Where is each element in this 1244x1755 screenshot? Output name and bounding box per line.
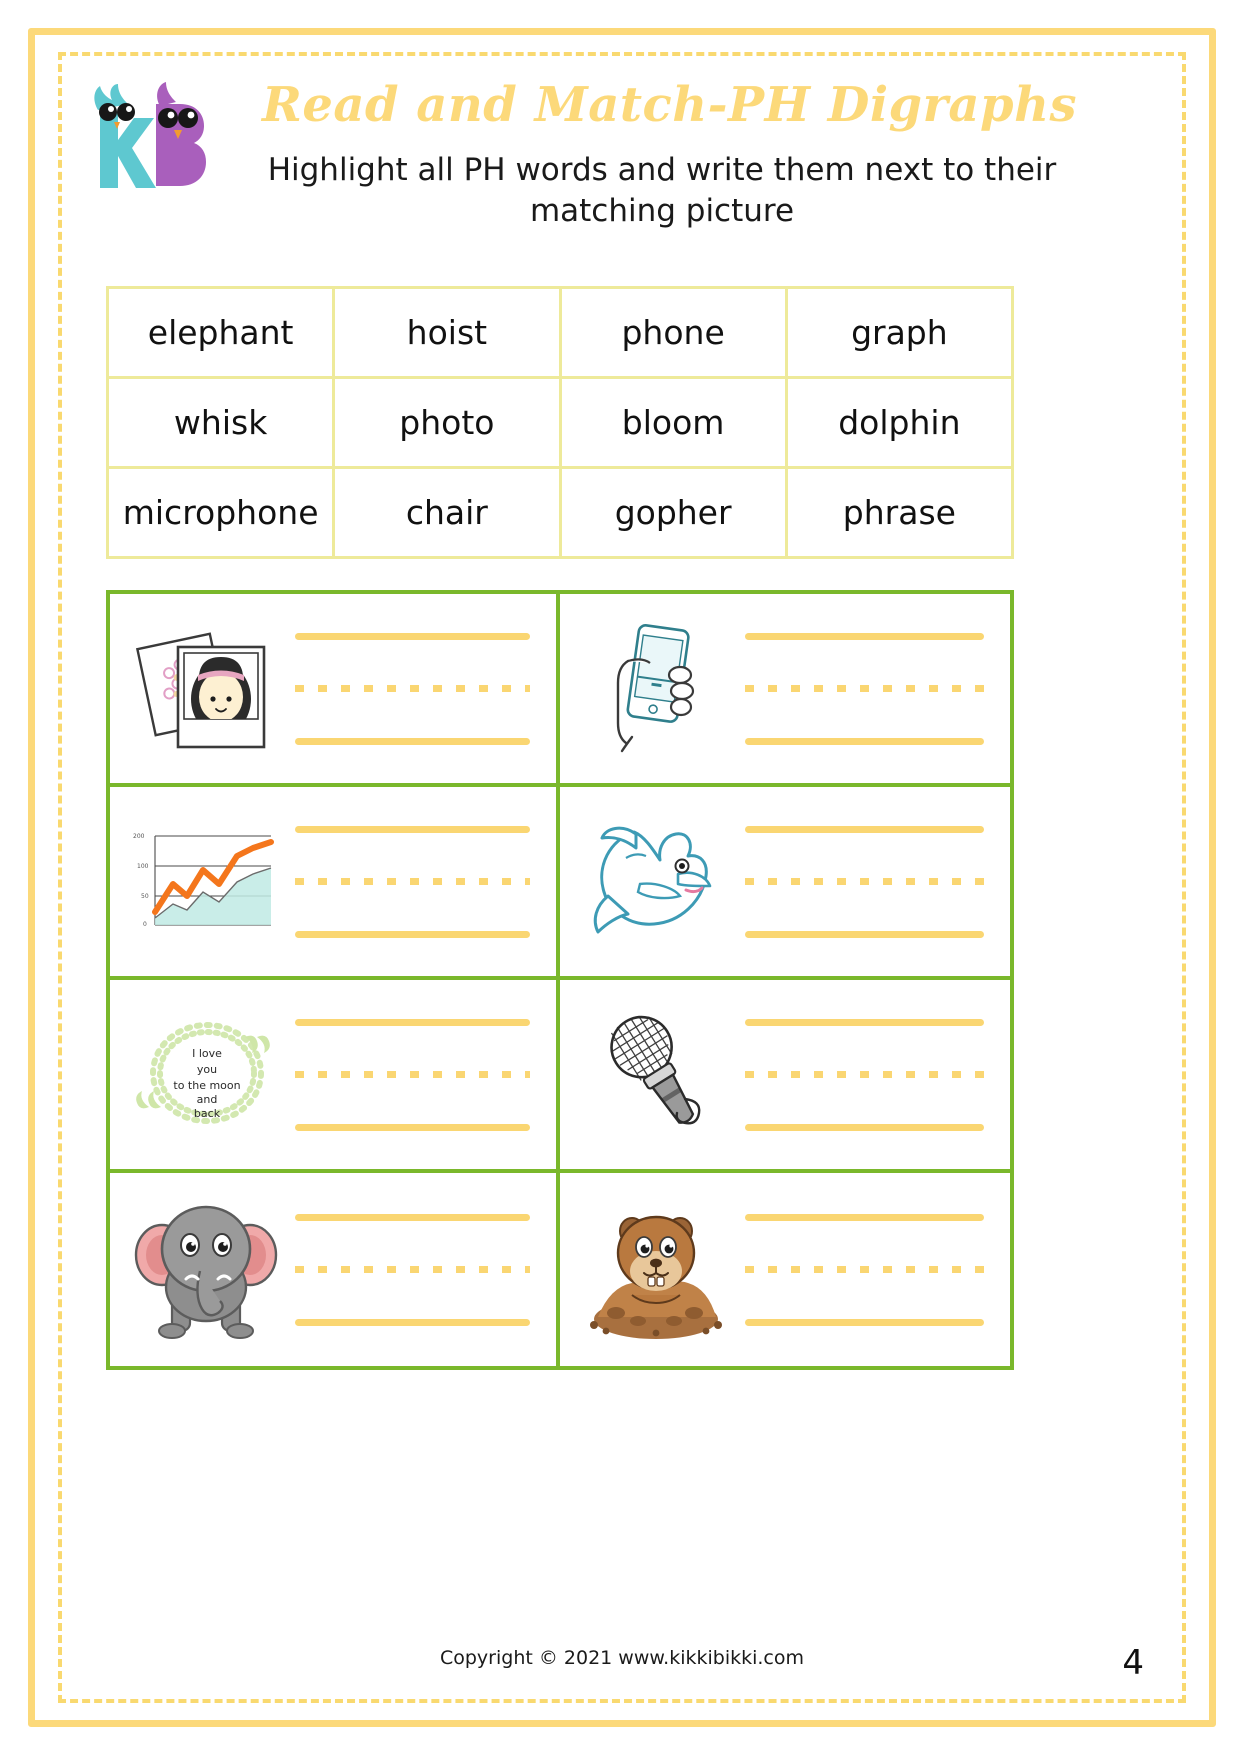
writing-line-top [745, 633, 984, 640]
writing-line-dotted-middle [745, 685, 984, 692]
svg-text:200: 200 [133, 832, 145, 840]
writing-line-top [745, 1019, 984, 1026]
writing-line-bottom [745, 1319, 984, 1326]
exercise-cell [110, 594, 560, 787]
page-subtitle: Highlight all PH words and write them next to their matching picture [267, 152, 1057, 229]
answer-writing-lines[interactable] [295, 1214, 530, 1326]
exercise-cell [560, 980, 1010, 1173]
photo-icon [124, 614, 289, 764]
writing-line-bottom [295, 1124, 530, 1131]
word-bank-cell[interactable]: gopher [560, 468, 786, 558]
word-bank-cell[interactable]: hoist [334, 288, 560, 378]
exercise-cell [110, 787, 560, 980]
word-bank-cell[interactable]: phrase [786, 468, 1012, 558]
copyright-footer: Copyright © 2021 www.kikkibikki.com [439, 1647, 805, 1669]
word-bank-cell[interactable]: photo [334, 378, 560, 468]
word-bank-cell[interactable]: bloom [560, 378, 786, 468]
word-bank-cell[interactable]: elephant [108, 288, 334, 378]
microphone-icon [574, 1000, 739, 1150]
word-bank-cell[interactable]: phone [560, 288, 786, 378]
answer-writing-lines[interactable] [745, 1214, 984, 1326]
word-bank-cell[interactable]: graph [786, 288, 1012, 378]
svg-text:I love: I love [191, 1047, 222, 1060]
writing-line-bottom [745, 738, 984, 745]
writing-line-top [295, 1019, 530, 1026]
writing-line-top [295, 1214, 530, 1221]
writing-line-bottom [745, 931, 984, 938]
word-bank-row [108, 468, 1013, 558]
svg-text:0: 0 [143, 920, 147, 928]
word-bank-cell[interactable]: dolphin [786, 378, 1012, 468]
word-bank-table [106, 286, 1014, 559]
elephant-icon [124, 1195, 289, 1345]
writing-line-top [295, 826, 530, 833]
writing-line-dotted-middle [295, 878, 530, 885]
page-number: 4 [1122, 1643, 1144, 1683]
writing-line-dotted-middle [295, 1071, 530, 1078]
svg-text:50: 50 [141, 892, 149, 900]
svg-text:and: and [196, 1093, 217, 1106]
writing-line-dotted-middle [745, 878, 984, 885]
writing-line-dotted-middle [745, 1071, 984, 1078]
word-bank-cell[interactable]: microphone [108, 468, 334, 558]
header [72, 72, 1172, 252]
answer-writing-lines[interactable] [745, 633, 984, 745]
phrase-icon [124, 1000, 289, 1150]
word-bank-row [108, 378, 1013, 468]
exercise-cell [110, 980, 560, 1173]
graph-icon [124, 807, 289, 957]
writing-line-bottom [295, 738, 530, 745]
writing-line-top [745, 1214, 984, 1221]
writing-line-top [745, 826, 984, 833]
writing-line-dotted-middle [295, 685, 530, 692]
writing-line-bottom [295, 931, 530, 938]
writing-line-bottom [745, 1124, 984, 1131]
page-title: Read and Match-PH Digraphs [262, 77, 1077, 133]
writing-line-dotted-middle [295, 1266, 530, 1273]
answer-writing-lines[interactable] [295, 1019, 530, 1131]
answer-writing-lines[interactable] [295, 633, 530, 745]
writing-line-bottom [295, 1319, 530, 1326]
exercise-cell [560, 594, 1010, 787]
svg-text:back: back [193, 1107, 220, 1120]
kikkibikki-logo [84, 82, 224, 192]
answer-writing-lines[interactable] [745, 826, 984, 938]
svg-text:you: you [196, 1063, 217, 1076]
answer-writing-lines[interactable] [745, 1019, 984, 1131]
phone-icon [574, 614, 739, 764]
svg-text:100: 100 [137, 862, 149, 870]
writing-line-dotted-middle [745, 1266, 984, 1273]
exercise-cell [110, 1173, 560, 1366]
dolphin-icon [574, 807, 739, 957]
word-bank-row [108, 288, 1013, 378]
writing-line-top [295, 633, 530, 640]
svg-text:to the moon: to the moon [172, 1079, 241, 1092]
exercise-grid [106, 590, 1014, 1370]
word-bank-cell[interactable]: whisk [108, 378, 334, 468]
word-bank-cell[interactable]: chair [334, 468, 560, 558]
exercise-cell [560, 787, 1010, 980]
answer-writing-lines[interactable] [295, 826, 530, 938]
exercise-cell [560, 1173, 1010, 1366]
gopher-icon [574, 1195, 739, 1345]
